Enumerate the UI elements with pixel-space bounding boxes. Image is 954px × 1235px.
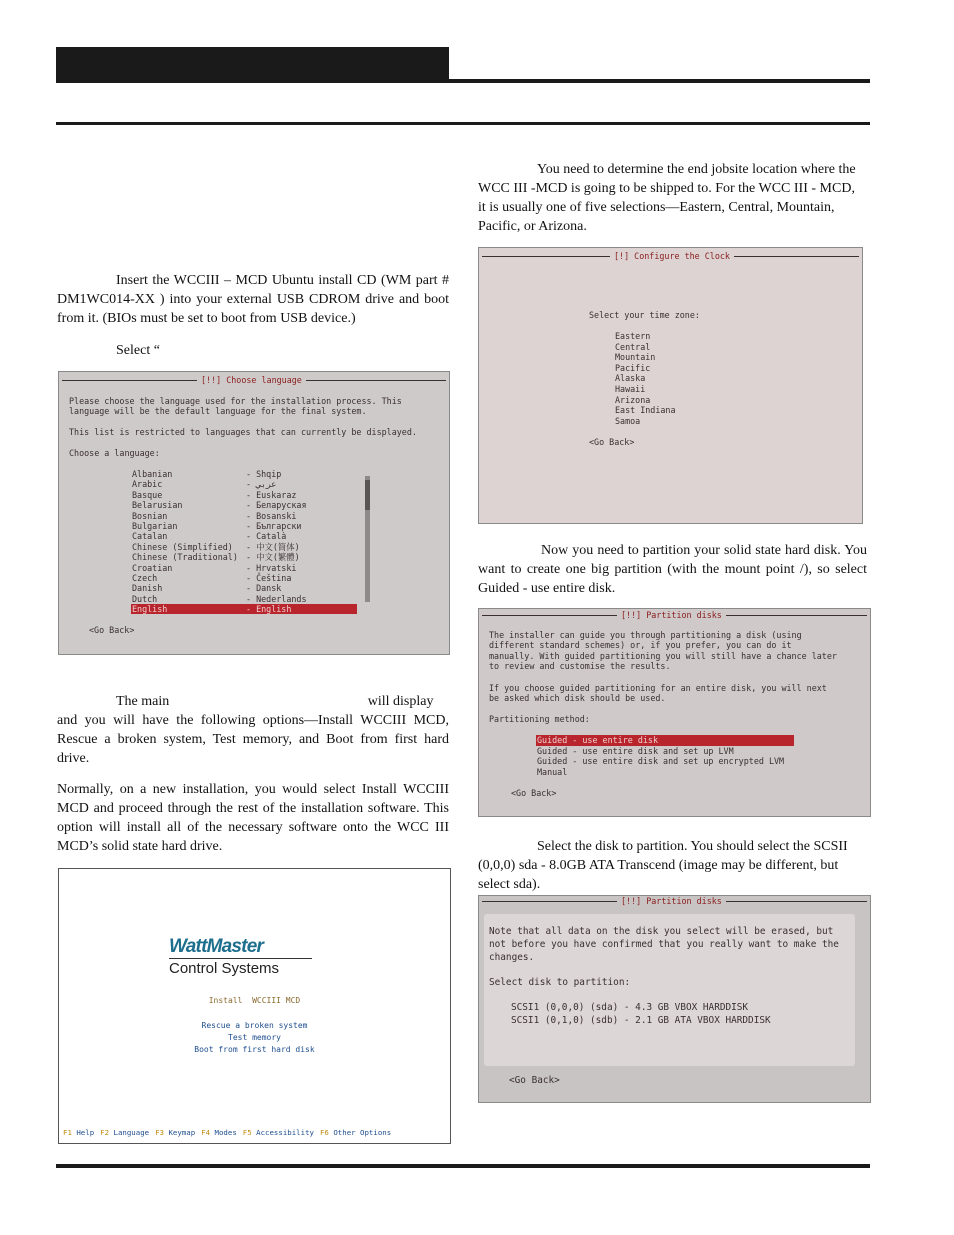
configure-clock-title: [!] Configure the Clock xyxy=(610,251,734,261)
timezone-option[interactable]: Central xyxy=(615,341,651,352)
partition-title: [!!] Partition disks xyxy=(617,896,726,906)
timezone-option[interactable]: Alaska xyxy=(615,373,646,384)
go-back-button[interactable]: <Go Back> xyxy=(509,1075,560,1086)
language-list[interactable] xyxy=(131,469,357,614)
left-paragraph-normally: Normally, on a new installation, you would select Install WCCIII MCD and proceed through the rest of the installation software. This option will install all of the necessary software onto the WCC III MCD’s solid state hard drive. xyxy=(57,782,449,854)
partition-intro: to review and customise the results. xyxy=(489,661,671,671)
partition-intro: different standard schemes) or, if you prefer, you can do it xyxy=(489,640,792,650)
language-option[interactable] xyxy=(131,490,357,500)
timezone-list[interactable] xyxy=(615,331,676,426)
language-name: Chinese (Traditional) xyxy=(132,552,238,563)
language-intro: language will be the default language for the final system. xyxy=(69,406,367,416)
language-option[interactable] xyxy=(131,479,357,489)
language-name: Basque xyxy=(132,489,163,500)
language-name: Croatian xyxy=(132,562,173,573)
disk-option[interactable]: SCSI1 (0,0,0) (sda) - 4.3 GB VBOX HARDDISK xyxy=(511,1002,749,1013)
language-option[interactable] xyxy=(131,552,357,562)
go-back-button[interactable]: <Go Back> xyxy=(589,437,635,447)
language-native-name: - Беларуская xyxy=(246,500,307,511)
left-paragraph-options: and you will have the following options—Install WCCIII MCD, Rescue a broken system, Test memory, and Boot from first hard drive. xyxy=(57,713,449,766)
partition-method-screenshot xyxy=(478,608,871,817)
function-key[interactable]: F4 Modes xyxy=(201,1128,237,1137)
timezone-option[interactable]: East Indiana xyxy=(615,405,676,416)
scrollbar-thumb[interactable] xyxy=(365,480,370,510)
language-name: Dutch xyxy=(132,593,158,604)
partition-intro: manually. With guided partitioning you will still have a chance later xyxy=(489,651,837,661)
disk-warning: changes. xyxy=(489,952,535,963)
right-paragraph-partition: Now you need to partition your solid state hard disk. You want to create one big partition (with the mount point /), so select Guided - use entire disk. xyxy=(478,543,867,596)
timezone-option[interactable]: Eastern xyxy=(615,331,651,341)
go-back-button[interactable]: <Go Back> xyxy=(511,788,557,798)
left-paragraph-main-menu xyxy=(57,692,449,711)
go-back-button[interactable]: <Go Back> xyxy=(89,625,135,635)
main-menu-text-start: The main xyxy=(116,694,170,709)
timezone-prompt: Select your time zone: xyxy=(589,310,700,320)
language-native-name: - Euskaraz xyxy=(246,489,297,500)
language-name: Arabic xyxy=(132,479,163,490)
test-memory-option[interactable]: Test memory xyxy=(228,1033,281,1042)
language-native-name: - 中文(繁體) xyxy=(246,552,300,563)
language-native-name: - Nederlands xyxy=(246,593,307,604)
language-name: Czech xyxy=(132,572,158,583)
main-menu-text-mid: will display xyxy=(367,694,434,709)
language-name: Chinese (Simplified) xyxy=(132,541,233,552)
language-native-name: - Català xyxy=(246,531,287,542)
logo-wordmark: WattMaster xyxy=(169,936,264,957)
language-name: Bulgarian xyxy=(132,520,178,531)
choose-language-screenshot xyxy=(58,371,450,655)
choose-language-title: [!!] Choose language xyxy=(197,375,306,385)
timezone-option[interactable]: Pacific xyxy=(615,362,651,373)
language-option[interactable] xyxy=(131,469,357,479)
partition-title: [!!] Partition disks xyxy=(617,610,726,620)
language-option[interactable] xyxy=(131,604,357,614)
disk-warning: not before you have confirmed that you really want to make the xyxy=(489,939,839,950)
language-native-name: - English xyxy=(246,604,292,615)
timezone-option[interactable]: Arizona xyxy=(615,394,651,405)
language-native-name: - 中文(简体) xyxy=(246,541,300,552)
disk-option[interactable]: SCSI1 (0,1,0) (sdb) - 2.1 GB ATA VBOX HARDDISK xyxy=(511,1014,771,1026)
function-key[interactable]: F2 Language xyxy=(100,1128,150,1137)
partition-method-option[interactable]: Manual xyxy=(537,766,568,777)
disk-warning: Note that all data on the disk you select will be erased, but xyxy=(489,926,834,937)
header-black-tab xyxy=(56,47,449,79)
timezone-option[interactable]: Mountain xyxy=(615,352,656,363)
language-option[interactable] xyxy=(131,563,357,573)
timezone-option[interactable]: Hawaii xyxy=(615,383,646,394)
function-key[interactable]: F6 Other Options xyxy=(319,1128,392,1137)
partition-method-option[interactable]: Guided - use entire disk and set up encrypted LVM xyxy=(537,756,785,766)
language-name: Belarusian xyxy=(132,500,183,511)
partition-intro: If you choose guided partitioning for an entire disk, you will next xyxy=(489,683,827,693)
function-key[interactable]: F5 Accessibility xyxy=(242,1128,314,1137)
left-paragraph-select: Select “ xyxy=(116,343,160,358)
language-name: Danish xyxy=(132,583,163,594)
boot-disk-option[interactable]: Boot from first hard disk xyxy=(194,1045,315,1054)
boot-menu-screenshot xyxy=(58,868,451,1144)
install-option[interactable]: Install WCCIII MCD xyxy=(208,996,301,1005)
language-name: English xyxy=(132,604,168,615)
function-key[interactable]: F3 Keymap xyxy=(155,1128,196,1137)
right-paragraph-select-disk: Select the disk to partition. You should select the SCSII (0,0,0) sda - 8.0GB ATA Transcend (image may be different, but select sda). xyxy=(478,839,848,892)
language-option[interactable] xyxy=(131,594,357,604)
language-native-name: - Български xyxy=(246,520,302,531)
language-prompt: Choose a language: xyxy=(69,448,160,458)
partition-intro: be asked which disk should be used. xyxy=(489,693,666,703)
language-intro: This list is restricted to languages that can currently be displayed. xyxy=(69,427,417,437)
header-rule-top xyxy=(56,79,870,83)
timezone-option[interactable]: Samoa xyxy=(615,415,641,426)
logo-subtitle: Control Systems xyxy=(169,960,280,977)
language-intro: Please choose the language used for the installation process. This xyxy=(69,396,402,406)
language-native-name: - عربي xyxy=(246,479,277,490)
partition-method-option[interactable]: Guided - use entire disk and set up LVM xyxy=(537,745,734,756)
language-native-name: - Bosanski xyxy=(246,510,297,521)
rescue-option[interactable]: Rescue a broken system xyxy=(201,1021,308,1030)
language-option[interactable] xyxy=(131,542,357,552)
partitioning-method-prompt: Partitioning method: xyxy=(489,714,590,724)
language-name: Catalan xyxy=(132,531,168,542)
header-rule-bottom xyxy=(56,122,870,125)
language-name: Albanian xyxy=(132,469,173,479)
language-option[interactable] xyxy=(131,573,357,583)
select-disk-screenshot xyxy=(478,895,871,1103)
partition-options[interactable] xyxy=(536,735,794,777)
language-native-name: - Hrvatski xyxy=(246,562,297,573)
language-native-name: - Dansk xyxy=(246,583,282,594)
language-option[interactable] xyxy=(131,583,357,593)
partition-intro: The installer can guide you through partitioning a disk (using xyxy=(489,630,802,640)
disk-list[interactable] xyxy=(511,1002,771,1027)
function-key[interactable]: F1 Help xyxy=(63,1128,95,1137)
select-disk-prompt: Select disk to partition: xyxy=(489,977,631,988)
language-name: Bosnian xyxy=(132,510,168,521)
language-option[interactable] xyxy=(131,521,357,531)
language-native-name: - Shqip xyxy=(246,469,282,479)
partition-method-option[interactable]: Guided - use entire disk xyxy=(536,735,794,746)
language-option[interactable] xyxy=(131,511,357,521)
footer-rule xyxy=(56,1164,870,1168)
wattmaster-logo xyxy=(169,936,319,977)
right-paragraph-timezone: You need to determine the end jobsite location where the WCC III -MCD is going to be shipped to. For the WCC III - MCD, it is usually one of five selections—Eastern, Central, Mountain, Pacific, or Arizona. xyxy=(478,162,856,234)
function-key-bar xyxy=(63,1128,397,1137)
left-paragraph-insert-cd: Insert the WCCIII – MCD Ubuntu install CD (WM part # DM1WC014-XX ) into your external USB CDROM drive and boot from it. (BIOs must be set to boot from USB device.) xyxy=(57,273,449,326)
language-native-name: - Čeština xyxy=(246,572,292,583)
language-option[interactable] xyxy=(131,500,357,510)
language-option[interactable] xyxy=(131,531,357,541)
configure-clock-screenshot xyxy=(478,247,863,524)
